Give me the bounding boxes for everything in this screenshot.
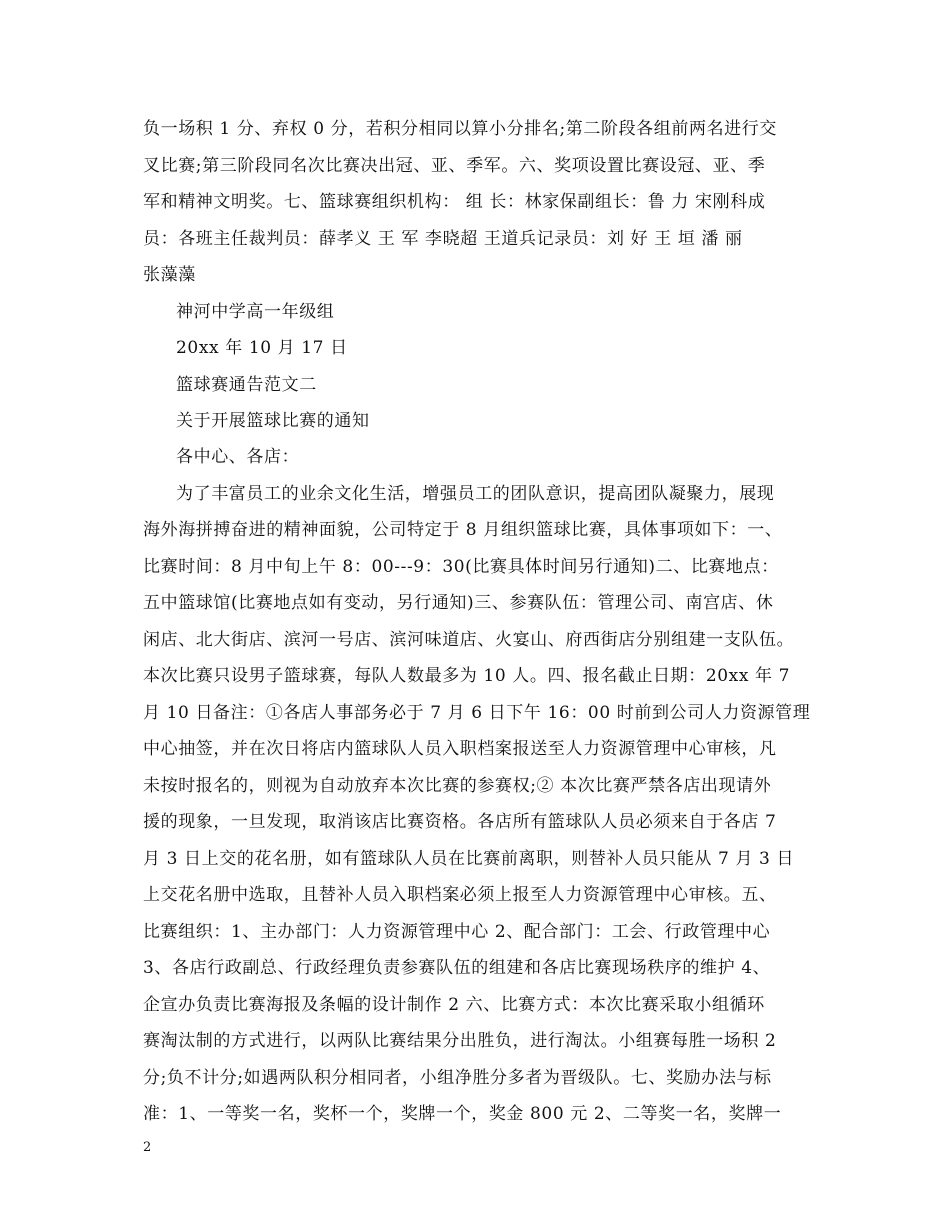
text-line: 准：1、一等奖一名，奖杯一个，奖牌一个，奖金 800 元 2、二等奖一名，奖牌一 [143,1104,782,1124]
salutation: 各中心、各店： [176,447,300,467]
text-line: 为了丰富员工的业余文化生活，增强员工的团队意识，提高团队凝聚力，展现 [176,484,775,504]
text-line: 比赛时间：8 月中旬上午 8：00---9：30(比赛具体时间另行通知)二、比赛地点： [143,557,779,577]
section-heading: 篮球赛通告范文二 [176,375,317,395]
text-line: 中心抽签，并在次日将店内篮球队人员入职档案报送至人力资源管理中心审核，凡 [143,739,777,759]
text-line: 五中篮球馆(比赛地点如有变动，另行通知)三、参赛队伍：管理公司、南宫店、休 [143,593,774,613]
signature-date: 20xx 年 10 月 17 日 [176,338,348,358]
text-line: 赛淘汰制的方式进行，以两队比赛结果分出胜负，进行淘汰。小组赛每胜一场积 2 [143,1031,777,1051]
text-line: 月 10 日备注：①各店人事部务必于 7 月 6 日下午 16：00 时前到公司人力资源管理 [143,703,811,723]
text-line: 未按时报名的，则视为自动放弃本次比赛的参赛权;② 本次比赛严禁各店出现请外 [143,776,772,796]
text-line: 3、各店行政副总、行政经理负责参赛队伍的组建和各店比赛现场秩序的维护 4、 [143,958,771,978]
text-line: 叉比赛;第三阶段同名次比赛决出冠、亚、季军。六、奖项设置比赛设冠、亚、季 [143,156,766,176]
text-line: 军和精神文明奖。七、篮球赛组织机构： 组 长：林家保副组长：鲁 力 宋刚科成 [143,192,766,212]
text-line: 比赛组织：1、主办部门：人力资源管理中心 2、配合部门：工会、行政管理中心 [143,922,771,942]
text-line: 援的现象，一旦发现，取消该店比赛资格。各店所有篮球队人员必须来自于各店 7 [143,812,777,832]
text-line: 海外海拼搏奋进的精神面貌，公司特定于 8 月组织篮球比赛，具体事项如下：一、 [143,520,783,540]
text-line: 企宣办负责比赛海报及条幅的设计制作 2 六、比赛方式：本次比赛采取小组循环 [143,995,765,1015]
signature-organization: 神河中学高一年级组 [176,302,335,322]
text-line: 上交花名册中选取，且替补人员入职档案必须上报至人力资源管理中心审核。五、 [143,885,777,905]
text-line: 负一场积 1 分、弃权 0 分，若积分相同以算小分排名;第二阶段各组前两名进行交 [143,119,777,139]
text-line: 张藻藻 [143,265,196,285]
text-line: 员：各班主任裁判员：薛孝义 王 军 李晓超 王道兵记录员：刘 好 王 垣 潘 丽 [143,229,743,249]
text-line: 月 3 日上交的花名册，如有篮球队人员在比赛前离职，则替补人员只能从 7 月 3 日 [143,849,795,869]
text-line: 本次比赛只设男子篮球赛，每队人数最多为 10 人。四、报名截止日期：20xx 年 7 [143,666,791,686]
notice-title: 关于开展篮球比赛的通知 [176,411,370,431]
text-line: 分;负不计分;如遇两队积分相同者，小组净胜分多者为晋级队。七、奖励办法与标 [143,1068,772,1088]
page-number: 2 [143,1140,152,1155]
text-line: 闲店、北大街店、滨河一号店、滨河味道店、火宴山、府西街店分别组建一支队伍。 [143,630,795,650]
